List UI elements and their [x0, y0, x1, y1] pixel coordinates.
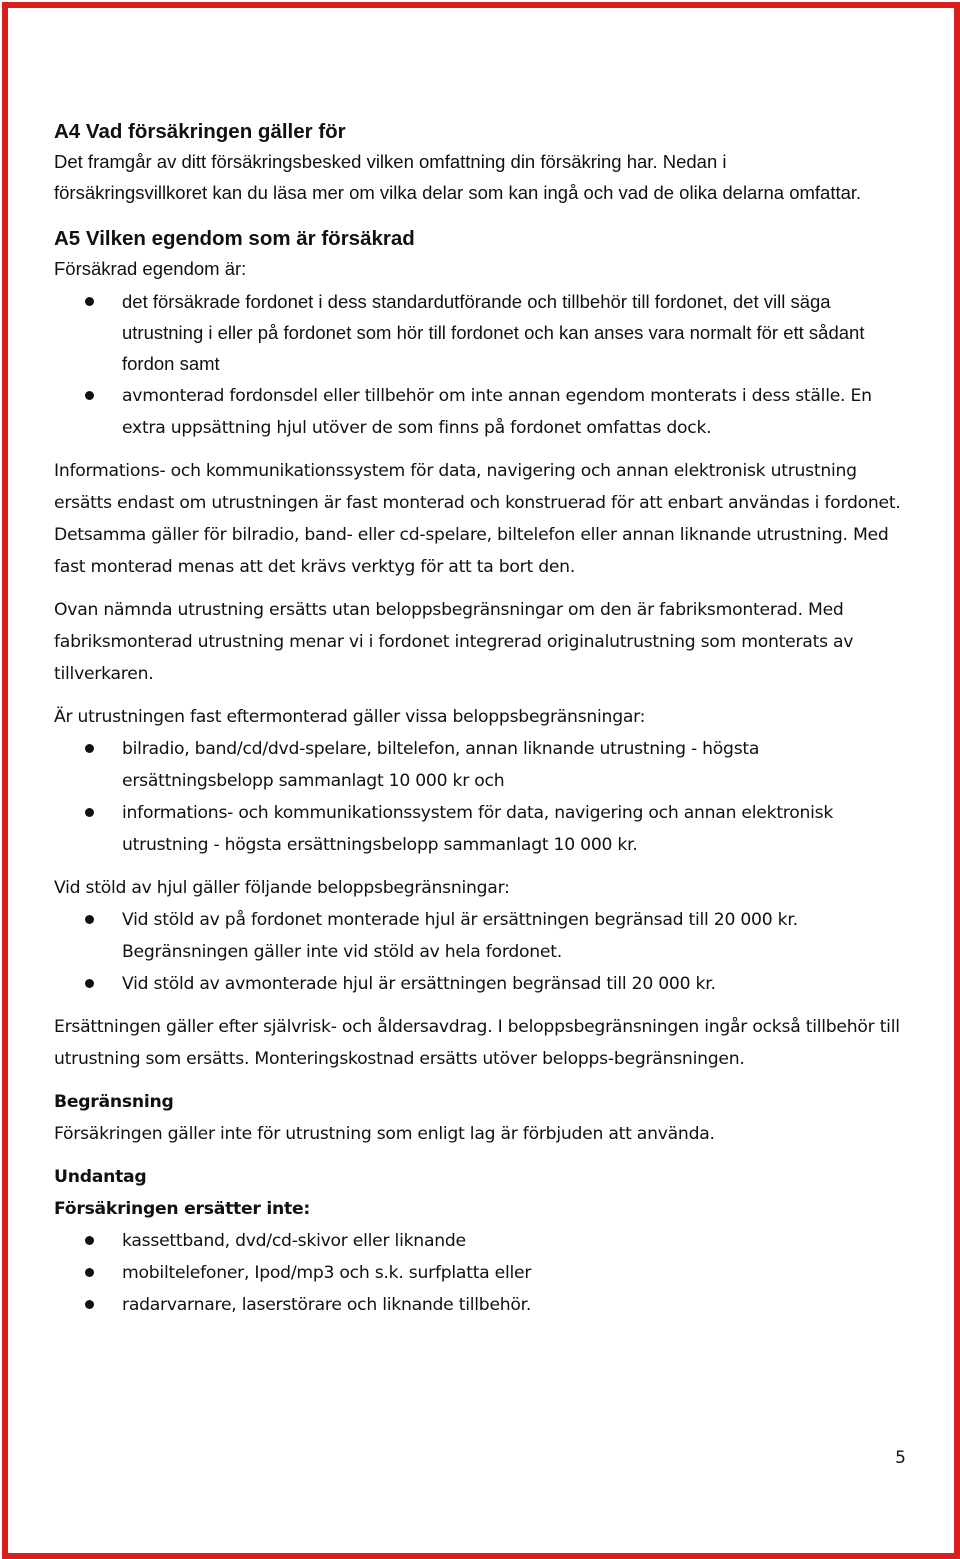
- list-item: avmonterad fordonsdel eller tillbehör om inte annan egendom monterats i dess ställe. En extra uppsättning hjul utöver de som finns på fordonet omfattas dock.: [54, 380, 914, 444]
- exception-heading: Undantag: [54, 1167, 147, 1187]
- list-item: Vid stöld av avmonterade hjul är ersättningen begränsad till 20 000 kr.: [54, 968, 914, 1000]
- a4-text: Det framgår av ditt försäkringsbesked vilken omfattning din försäkring har. Nedan i försäkringsvillkoret kan du läsa mer om vilka delar som kan ingå och vad de olika delarna omfattar.: [54, 151, 862, 203]
- bullet-icon: [85, 1236, 94, 1245]
- bullet-icon: [85, 915, 94, 924]
- factory-paragraph: Ovan nämnda utrustning ersätts utan beloppsbegränsningar om den är fabriksmonterad. Med fabriksmonterad utrustning menar vi i fordonet integrerad originalutrustning som monterats av tillverkaren.: [54, 600, 854, 684]
- deduct-paragraph: Ersättningen gäller efter självrisk- och åldersavdrag. I beloppsbegränsningen ingår också tillbehör till utrustning som ersätts. Monteringskostnad ersätts utöver belopps-begränsningen.: [54, 1017, 900, 1069]
- bullet-icon: [85, 1300, 94, 1309]
- heading-a4: A4 Vad försäkringen gäller för: [54, 120, 346, 143]
- aftermarket-intro: Är utrustningen fast eftermonterad gäller vissa beloppsbegränsningar:: [54, 707, 646, 727]
- a5-intro: Försäkrad egendom är:: [54, 258, 247, 279]
- exception-subheading: Försäkringen ersätter inte:: [54, 1199, 311, 1219]
- bullet-icon: [85, 391, 94, 400]
- list-item: kassettband, dvd/cd-skivor eller liknande: [54, 1225, 914, 1257]
- list-item: mobiltelefoner, Ipod/mp3 och s.k. surfplatta eller: [54, 1257, 914, 1289]
- wheels-list: [54, 904, 914, 1000]
- document-page: [54, 118, 914, 1321]
- bullet-icon: [85, 808, 94, 817]
- heading-a5: A5 Vilken egendom som är försäkrad: [54, 227, 415, 250]
- list-item: informations- och kommunikationssystem för data, navigering och annan elektronisk utrustning - högsta ersättningsbelopp sammanlagt 10 000 kr.: [54, 797, 914, 861]
- bullet-icon: [85, 744, 94, 753]
- exception-list: [54, 1225, 914, 1321]
- list-item: det försäkrade fordonet i dess standardutförande och tillbehör till fordonet, det vill säga utrustning i eller på fordonet som hör till fordonet och kan anses vara normalt för ett sådant fordon samt: [54, 286, 914, 379]
- wheels-intro: Vid stöld av hjul gäller följande beloppsbegränsningar:: [54, 878, 510, 898]
- a5-list: [54, 286, 914, 444]
- list-item: bilradio, band/cd/dvd-spelare, biltelefon, annan liknande utrustning - högsta ersättningsbelopp sammanlagt 10 000 kr och: [54, 733, 914, 797]
- bullet-icon: [85, 1268, 94, 1277]
- limit-text: Försäkringen gäller inte för utrustning som enligt lag är förbjuden att använda.: [54, 1124, 715, 1144]
- info-paragraph: Informations- och kommunikationssystem för data, navigering och annan elektronisk utrustning ersätts endast om utrustningen är fast monterad och konstruerad för att enbart användas i fordonet. Detsamma gäller för bilradio, band- eller cd-spelare, biltelefon eller annan liknande utrustning. Med fast monterad menas att det krävs verktyg för att ta bort den.: [54, 461, 901, 577]
- list-item: Vid stöld av på fordonet monterade hjul är ersättningen begränsad till 20 000 kr. Begränsningen gäller inte vid stöld av hela fordonet.: [54, 904, 914, 968]
- list-item: radarvarnare, laserstörare och liknande tillbehör.: [54, 1289, 914, 1321]
- limit-heading: Begränsning: [54, 1092, 174, 1112]
- bullet-icon: [85, 979, 94, 988]
- bullet-icon: [85, 297, 94, 306]
- aftermarket-list: [54, 733, 914, 861]
- page-number: 5: [895, 1448, 906, 1468]
